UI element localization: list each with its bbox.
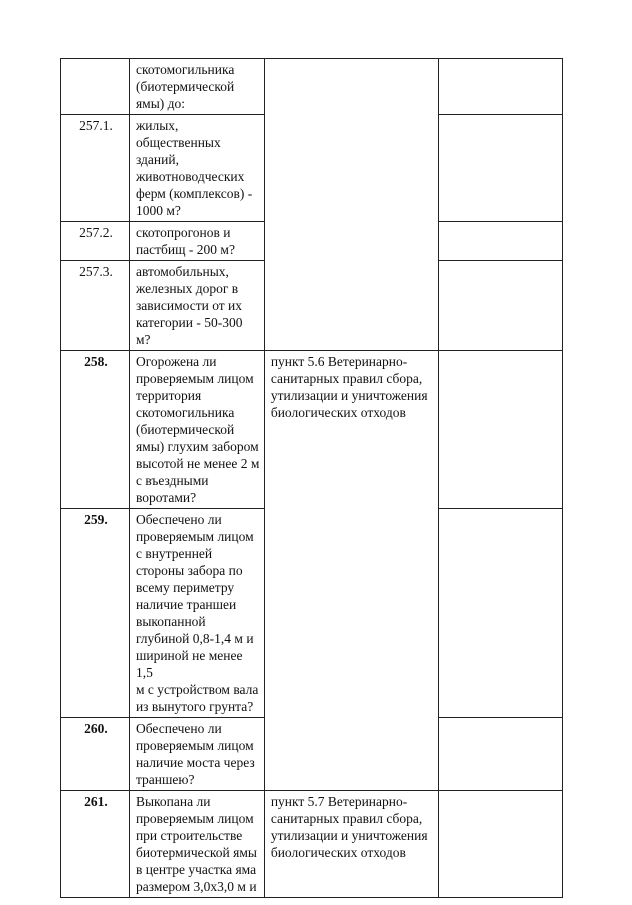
table-row — [61, 59, 563, 115]
row-question: скотопрогонов и пастбищ - 200 м? — [129, 222, 264, 261]
reference-cell: пункт 5.6 Ветеринарно- санитарных правил сбора, утилизации и уничтожения биологических отходов — [264, 351, 438, 791]
row-number: 257.3. — [61, 261, 130, 351]
row-question: Огорожена ли проверяемым лицом территория скотомогильника (биотермической ямы) глухим забором высотой не менее 2 м с въездными воротами? — [129, 351, 264, 509]
row-question: Обеспечено ли проверяемым лицом наличие моста через траншею? — [129, 718, 264, 791]
table-row — [61, 791, 563, 898]
row-question: жилых, общественных зданий, животноводческих ферм (комплексов) - 1000 м? — [129, 115, 264, 222]
row-number: 261. — [61, 791, 130, 898]
row-question: скотомогильника (биотермической ямы) до: — [129, 59, 264, 115]
row-extra-cell — [439, 59, 563, 115]
row-extra-cell — [439, 718, 563, 791]
row-extra-cell — [439, 261, 563, 351]
row-number: 257.2. — [61, 222, 130, 261]
row-question: Выкопана ли проверяемым лицом при строительстве биотермической ямы в центре участка яма размером 3,0х3,0 м и — [129, 791, 264, 898]
row-extra-cell — [439, 115, 563, 222]
row-number: 257.1. — [61, 115, 130, 222]
reference-cell: пункт 5.7 Ветеринарно- санитарных правил сбора, утилизации и уничтожения биологических отходов — [264, 791, 438, 898]
row-number: 258. — [61, 351, 130, 509]
row-question: Обеспечено ли проверяемым лицом с внутренней стороны забора по всему периметру наличие траншеи выкопанной глубиной 0,8-1,4 м и шириной не менее 1,5 м с устройством вала из вынутого грунта? — [129, 509, 264, 718]
row-extra-cell — [439, 222, 563, 261]
row-number: 259. — [61, 509, 130, 718]
table-row — [61, 351, 563, 509]
row-extra-cell — [439, 351, 563, 509]
row-number — [61, 59, 130, 115]
row-extra-cell — [439, 791, 563, 898]
row-question: автомобильных, железных дорог в зависимости от их категории - 50-300 м? — [129, 261, 264, 351]
row-extra-cell — [439, 509, 563, 718]
reference-cell-empty — [264, 59, 438, 351]
row-number: 260. — [61, 718, 130, 791]
requirements-table — [60, 58, 563, 898]
